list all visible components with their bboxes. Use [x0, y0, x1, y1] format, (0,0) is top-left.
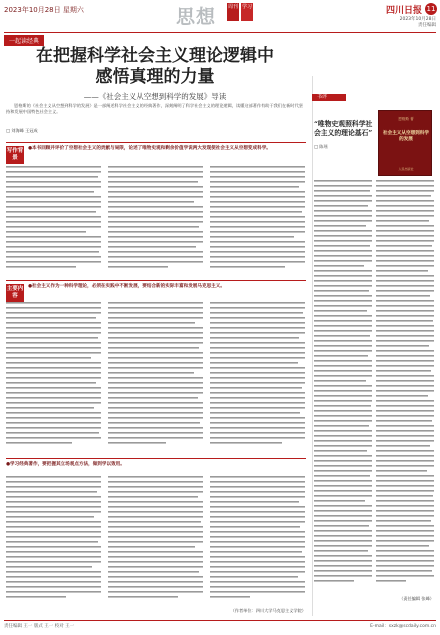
section-separator [6, 280, 306, 281]
newspaper-name: 四川日报 [385, 6, 422, 16]
footer-email[interactable]: E-mail：sxzk@scdaily.com.cn [370, 624, 436, 629]
author-affiliation: （作者单位：四川大学马克思主义学院） [230, 608, 306, 613]
text-columns [6, 300, 306, 450]
body-text-lines [6, 474, 306, 604]
pull-quote: ●学习经典著作，要把握其立场观点方法，做到学以致用。 [6, 462, 125, 467]
masthead [0, 0, 440, 34]
masthead-editor-line: 责任编辑 [418, 23, 436, 28]
masthead-dateline: 2023年10月28日 星期六 [4, 6, 84, 14]
section-separator [6, 458, 306, 459]
review-body-text [314, 180, 434, 594]
article-headline[interactable] [0, 46, 310, 88]
headline-line-1: 在把握科学社会主义理论逻辑中 [36, 46, 274, 66]
review-byline: □ 陈瑶 [314, 144, 328, 149]
column-tag: 一起读经典 [4, 35, 44, 46]
pull-quote: ●本书回顾并评价了空想社会主义的贡献与局限，论述了唯物史观和剩余价值学说两大发现使社会主义从空想变成科学。 [28, 146, 271, 151]
text-columns [6, 474, 306, 604]
footer-credits: 责任编辑 王一 版式 王一 校对 王一 [4, 624, 75, 629]
section-separator [6, 142, 306, 143]
page-number-badge: 11 [426, 5, 436, 13]
section-label-content: 主要内容 [6, 284, 24, 302]
book-review-tag [312, 92, 436, 102]
section-badge-study: 学习 [241, 3, 253, 21]
review-headline[interactable]: “唯物史观照科学社会主义的理论基石” [314, 120, 373, 137]
review-text-lines [314, 180, 434, 590]
masthead-date: 2023年10月28日 [399, 17, 436, 22]
masthead-rule [4, 32, 436, 33]
sidebar-editor: （责任编辑 张峰） [399, 596, 434, 601]
book-cover-publisher: 人民出版社 [398, 167, 414, 171]
section-title: 思想 [176, 6, 217, 28]
book-cover-title: 社会主义从空想到科学的发展 [383, 131, 429, 142]
masthead-meta [400, 17, 436, 29]
body-text-lines [6, 164, 306, 274]
headline-line-2: 感悟真理的力量 [95, 67, 215, 87]
book-review-sidebar [312, 40, 436, 615]
article-intro: 恩格斯的《社会主义从空想到科学的发展》是一部阐述科学社会主义的经典著作，深刻阐明了科学社会主义的理论逻辑，读懂这部著作有助于我们在新时代坚持和发展中国特色社会主义。 [6, 103, 303, 114]
book-cover-image [378, 110, 432, 176]
text-columns [6, 164, 306, 274]
section-label-background: 写作背景 [6, 146, 24, 164]
section-badge-weekly: 周刊 [227, 3, 239, 21]
pull-quote: ●社会主义作为一种科学理论，必须在实践中不断发展，要结合新的实际丰富和发展马克思主义。 [28, 284, 225, 289]
article-byline: □ 刘海峰 王冠成 [6, 128, 38, 133]
book-cover-author: 恩格斯 著 [398, 117, 414, 121]
footer-rule [4, 620, 436, 621]
article-body [6, 138, 306, 616]
tag-label: 书评 [317, 94, 328, 100]
article-subhead: ——《社会主义从空想到科学的发展》导读 [83, 92, 227, 101]
body-text-lines [6, 300, 306, 450]
column-divider [312, 76, 313, 616]
